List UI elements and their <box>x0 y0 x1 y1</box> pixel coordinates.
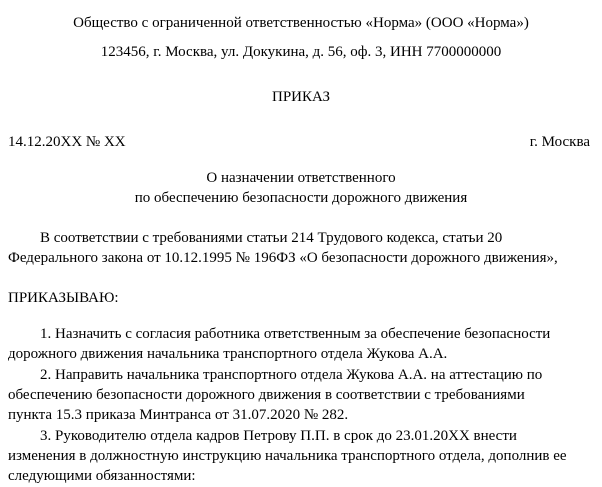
order-item-line: 2. Направить начальника транспортного отдела Жукова А.А. на аттестацию по <box>40 367 543 383</box>
organization-name: Общество с ограниченной ответственностью «Норма» (ООО «Норма») <box>73 15 529 31</box>
order-item-line: пункта 15.3 приказа Минтранса от 31.07.2020 № 282. <box>8 407 349 423</box>
order-item-line: изменения в должностную инструкцию начальника транспортного отдела, дополнив ее <box>8 448 567 464</box>
document-subject-line: по обеспечению безопасности дорожного движения <box>134 190 468 206</box>
order-item-line: 3. Руководителю отдела кадров Петрову П.П. в срок до 23.01.20XX внести <box>40 428 517 444</box>
order-item-line: дорожного движения начальника транспортного отдела Жукова А.А. <box>8 346 448 362</box>
document-date-number: 14.12.20XX № XX <box>8 134 126 150</box>
document-city: г. Москва <box>529 134 590 150</box>
preamble-line: В соответствии с требованиями статьи 214 Трудового кодекса, статьи 20 <box>40 230 503 246</box>
order-item-line: обеспечению безопасности дорожного движения в соответствии с требованиями <box>8 387 525 403</box>
order-item-line: 1. Назначить с согласия работника ответственным за обеспечение безопасности <box>40 326 551 342</box>
order-item-line: следующими обязанностями: <box>8 468 196 484</box>
document-type-title: ПРИКАЗ <box>272 89 330 105</box>
preamble-line: Федерального закона от 10.12.1995 № 196ФЗ «О безопасности дорожного движения», <box>8 250 558 266</box>
order-heading: ПРИКАЗЫВАЮ: <box>8 290 119 306</box>
document-subject-line: О назначении ответственного <box>206 170 396 186</box>
organization-address: 123456, г. Москва, ул. Докукина, д. 56, оф. 3, ИНН 7700000000 <box>100 44 502 60</box>
